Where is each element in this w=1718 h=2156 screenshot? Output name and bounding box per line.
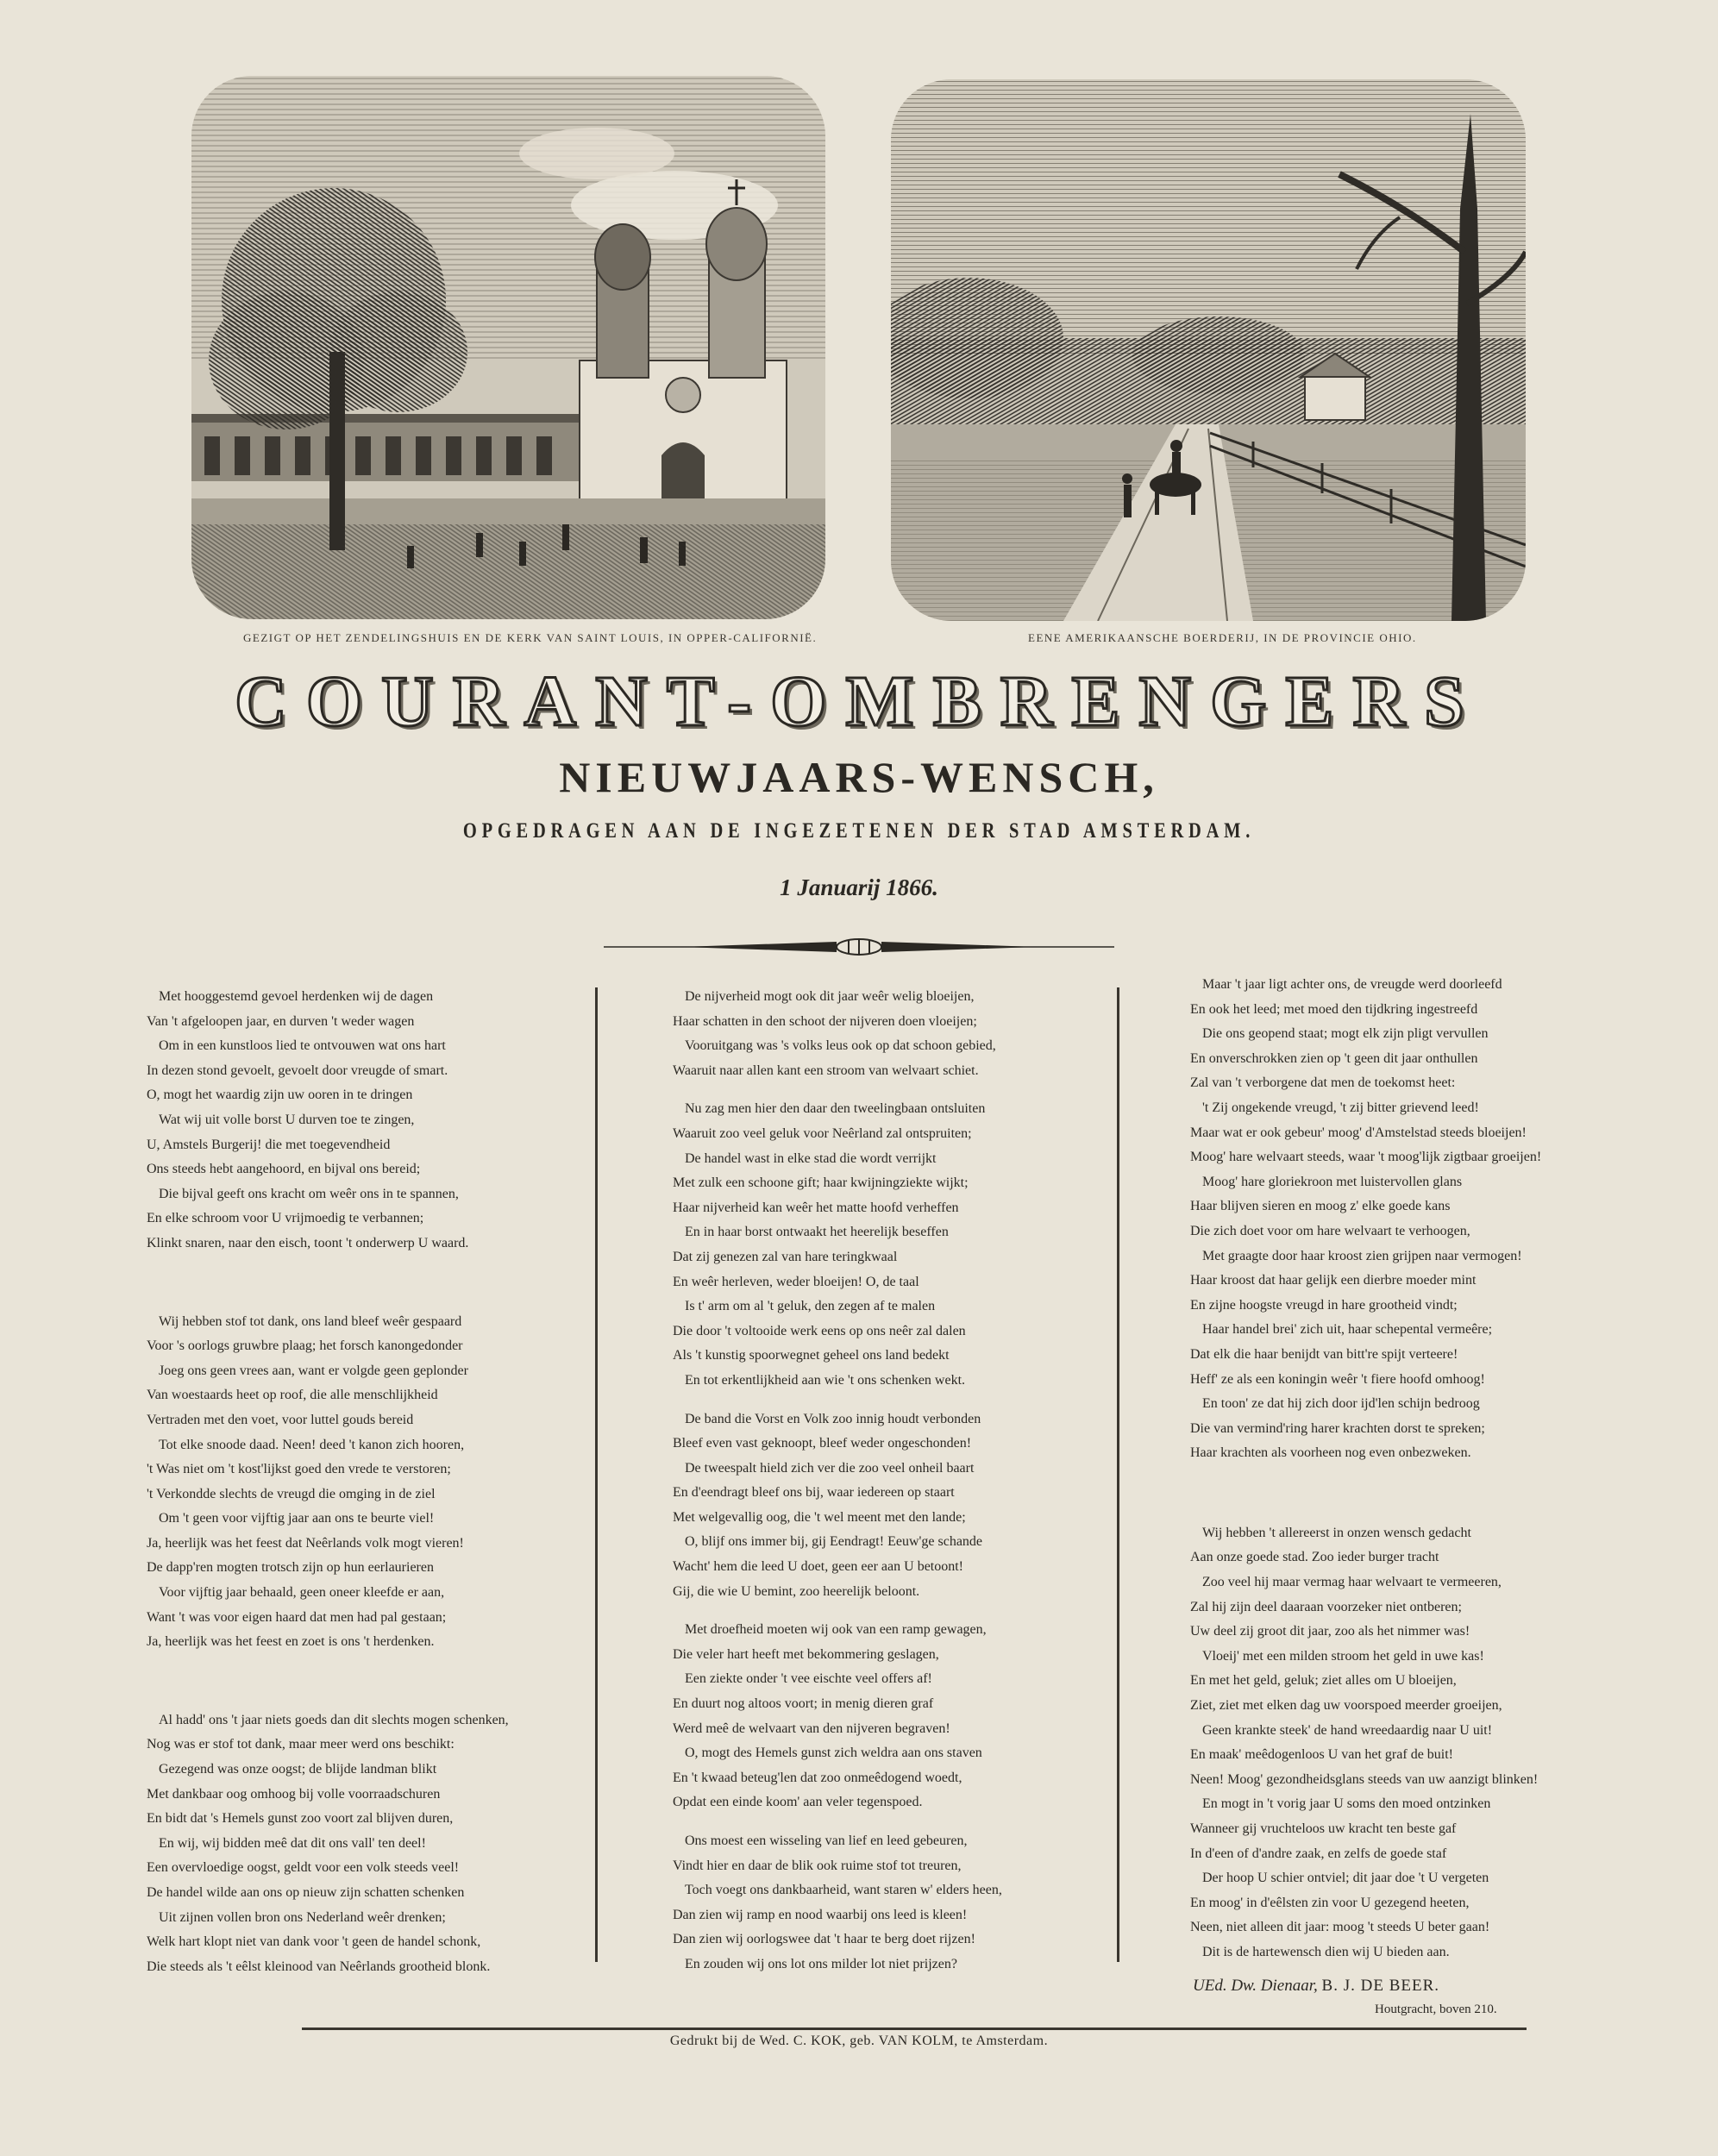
poem-line: En zijne hoogste vreugd in hare grootheid vindt; [1190,1297,1458,1313]
poem-line: En 't kwaad beteug'len dat zoo onmeêdogend woedt, [673,1770,962,1785]
poem-line: Haar krachten als voorheen nog even onbezweken. [1190,1445,1471,1461]
poem-line: Die steeds als 't eêlst kleinood van Neêrlands grootheid blonk. [147,1959,491,1974]
poem-line: Wij hebben stof tot dank, ons land bleef weêr gespaard [159,1313,462,1329]
poem-line: En d'eendragt bleef ons bij, waar iedereen op staart [673,1485,955,1501]
poem-line: Voor 's oorlogs gruwbre plaag; het forsch kanongedonder [147,1338,463,1354]
poem-stanza [673,1097,1104,1393]
poem-line: Geen krankte steek' de hand wreedaardig naar U uit! [1202,1722,1493,1738]
poem-line: Moog' hare gloriekroon met luistervollen glans [1202,1174,1463,1189]
poem-line: Om in een kunstloos lied te ontvouwen wat ons hart [159,1038,446,1054]
poem-line: Haar handel brei' zich uit, haar schepental vermeêre; [1202,1322,1493,1338]
poem-line: Uw deel zij groot dit jaar, zoo als het nimmer was! [1190,1624,1470,1639]
poem-column [147,985,578,1979]
poem-line: Voor vijftig jaar behaald, geen oneer kleefde er aan, [159,1585,445,1601]
left-engraving-caption: GEZIGT OP HET ZENDELINGSHUIS EN DE KERK VAN SAINT LOUIS, IN OPPER-CALIFORNIË. [243,631,818,644]
poem-line: En in haar borst ontwaakt het heerelijk beseffen [685,1225,949,1240]
poem-line: Maar wat er ook gebeur' moog' d'Amstelstad steeds bloeijen! [1190,1125,1527,1140]
poem-line: En bidt dat 's Hemels gunst zoo voort zal blijven duren, [147,1811,454,1827]
poem-line: Neen, niet alleen dit jaar: moog 't steeds U beter gaan! [1190,1920,1490,1935]
poem-line: Neen! Moog' gezondheidsglans steeds van uw aanzigt blinken! [1190,1771,1539,1787]
poem-line: Al hadd' ons 't jaar niets goeds dan dit slechts mogen schenken, [159,1712,509,1727]
imprint-line: Gedrukt bij de Wed. C. KOK, geb. VAN KOLM, te Amsterdam. [669,2034,1049,2048]
dedication-line: OPGEDRAGEN AAN DE INGEZETENEN DER STAD AMSTERDAM. [462,819,1256,843]
poem-line: De dapp'ren mogten trotsch zijn op hun eerlaurieren [147,1560,434,1576]
poem-line: 't Verkondde slechts de vreugd die omging in de ziel [147,1486,436,1501]
poem-line: Bleef even vast geknoopt, bleef weder ongeschonden! [673,1436,972,1451]
poem-line: Uit zijnen vollen bron ons Nederland weêr drenken; [159,1909,446,1925]
poem-line: Haar kroost dat haar gelijk een dierbre moeder mint [1190,1273,1477,1288]
poem-line: En ook het leed; met moed den tijdkring ingestreefd [1190,1001,1478,1017]
poem-line: Joeg ons geen vrees aan, want er volgde geen geplonder [159,1363,468,1378]
poem-line: De handel wilde aan ons op nieuw zijn schatten schenken [147,1885,465,1900]
poem-line: Vertraden met den voet, voor luttel gouds bereid [147,1412,414,1427]
poem-line: Werd meê de welvaart van den nijveren begraven! [673,1720,950,1736]
poem-line: Waaruit zoo veel geluk voor Neêrland zal ontspruiten; [673,1125,972,1141]
poem-line: Met zulk een schoone gift; haar kwijningziekte wijkt; [673,1175,969,1191]
poem-line: De tweespalt hield zich ver die zoo veel onheil baart [685,1460,975,1476]
poem-line: In d'een of d'andre zaak, en zelfs de goede staf [1190,1846,1447,1861]
poem-line: En wij, wij bidden meê dat dit ons vall' ten deel! [159,1835,426,1851]
poem-line: De nijverheid mogt ook dit jaar weêr welig bloeijen, [685,989,975,1004]
poem-line: Die bijval geeft ons kracht om weêr ons in te spannen, [159,1186,459,1201]
poem-line: Zoo veel hij maar vermag haar welvaart te vermeeren, [1202,1575,1502,1590]
poem-line: Dan zien wij oorlogswee dat 't haar te berg doet rijzen! [673,1932,975,1947]
poem-line: Vooruitgang was 's volks leus ook op dat schoon gebied, [685,1038,996,1054]
poem-line: O, blijf ons immer bij, gij Eendragt! Eeuw'ge schande [685,1534,983,1550]
poem-line: Van woestaards heet op roof, die alle menschlijkheid [147,1388,438,1403]
footer-rule [302,2028,1527,2030]
printer-address: Houtgracht, boven 210. [1375,2002,1497,2016]
main-title: COURANT-OMBRENGERS [235,661,1483,742]
poem-line: Ons moest een wisseling van lief en leed gebeuren, [685,1833,968,1848]
poem-line: Haar blijven sieren en moog z' elke goede kans [1190,1199,1451,1214]
poem-line: Toch voegt ons dankbaarheid, want staren w' elders heen, [685,1883,1002,1898]
poem-line: Zal hij zijn deel daaraan voorzeker niet ontberen; [1190,1599,1462,1614]
poem-line: Dat elk die haar benijdt van bitt're spijt verteere! [1190,1346,1458,1362]
poem-column [673,985,1104,1977]
ohio-farm-engraving [891,79,1526,621]
poem-line: Welk hart klopt niet van dank voor 't geen de handel schonk, [147,1934,481,1950]
poem-line: En moog' in d'eêlsten zin voor U gezegend heeten, [1190,1895,1470,1910]
decorative-divider [604,933,1114,961]
poem-column [1190,973,1656,1965]
poem-line: Met welgevallig oog, die 't wel meent met den lande; [673,1509,966,1525]
column-rule [595,987,598,1962]
poem-line: En zouden wij ons lot ons milder lot niet prijzen? [685,1956,957,1971]
poem-line: 't Zij ongekende vreugd, 't zij bitter grievend leed! [1202,1100,1479,1115]
poem-line: Dat zij genezen zal van hare teringkwaal [673,1249,898,1264]
poem-line: Aan onze goede stad. Zoo ieder burger tracht [1190,1550,1439,1565]
poem-line: En duurt nog altoos voort; in menig dieren graf [673,1696,934,1712]
poem-line: Met dankbaar oog omhoog bij volle voorraadschuren [147,1786,441,1802]
date-line: 1 Januarij 1866. [780,874,938,900]
poem-line: Want 't was voor eigen haard dat men had pal gestaan; [147,1609,447,1625]
poem-line: En elke schroom voor U vrijmoedig te verbannen; [147,1211,424,1226]
poem-line: Dit is de hartewensch dien wij U bieden aan. [1202,1944,1450,1959]
poem-line: O, mogt des Hemels gunst zich weldra aan ons staven [685,1745,982,1761]
poem-line: Haar nijverheid kan weêr het matte hoofd verheffen [673,1200,959,1215]
poem-line: Maar 't jaar ligt achter ons, de vreugde werd doorleefd [1202,977,1502,992]
poem-line: Vindt hier en daar de blik ook ruime stof tot treuren, [673,1858,962,1873]
signature-title: UEd. Dw. Dienaar, [1193,1977,1318,1995]
poem-line: U, Amstels Burgerij! die met toegevendheid [147,1137,391,1152]
poem-line: Moog' hare welvaart steeds, waar 't moog'lijk zigtbaar groeijen! [1190,1150,1542,1165]
poem-line: Klinkt snaren, naar den eisch, toont 't onderwerp U waard. [147,1235,469,1250]
poem-line: Om 't geen voor vijftig jaar aan ons te beurte viel! [159,1511,435,1526]
poem-line: Van 't afgeloopen jaar, en durven 't weder wagen [147,1013,415,1029]
poem-line: Heff' ze als een koningin weêr 't fiere hoofd omhoog! [1190,1371,1485,1387]
poem-line: En toon' ze dat hij zich door ijd'len schijn bedroog [1202,1396,1480,1412]
poem-line: Die veler hart heeft met bekommering geslagen, [673,1646,939,1662]
poem-line: Gezegend was onze oogst; de blijde landman blikt [159,1762,437,1777]
poem-line: Wij hebben 't allereerst in onzen wensch gedacht [1202,1525,1471,1540]
poem-line: Met droefheid moeten wij ook van een ramp gewagen, [685,1622,987,1638]
poem-line: En onverschrokken zien op 't geen dit jaar onthullen [1190,1050,1478,1066]
poem-line: En mogt in 't vorig jaar U soms den moed ontzinken [1202,1796,1491,1812]
poem-line: Een overvloedige oogst, geldt voor een volk steeds veel! [147,1860,460,1876]
poem-line: Zal van 't verborgene dat men de toekomst heet: [1190,1075,1456,1091]
poem-line: Wacht' hem die leed U doet, geen eer aan U betoont! [673,1559,964,1575]
poem-line: Waaruit naar allen kant een stroom van welvaart schiet. [673,1062,979,1078]
poem-line: Tot elke snoode daad. Neen! deed 't kanon zich hooren, [159,1437,465,1452]
poem-line: Ziet, ziet met elken dag uw voorspoed meerder groeijen, [1190,1698,1502,1714]
poem-stanza [147,1708,578,1980]
poem-line: Wanneer gij vruchteloos uw kracht ten beste gaf [1190,1821,1457,1836]
poem-stanza [1190,973,1656,1466]
poem-stanza [673,1829,1104,1977]
poem-line: Met graagte door haar kroost zien grijpen naar vermogen! [1202,1248,1522,1263]
signature [1193,1977,1439,1996]
poem-line: Nu zag men hier den daar den tweelingbaan ontsluiten [685,1101,986,1117]
poem-stanza [673,1407,1104,1605]
poem-line: Is t' arm om al 't geluk, den zegen af te malen [685,1299,936,1314]
poem-line: Ons steeds hebt aangehoord, en bijval ons bereid; [147,1162,421,1177]
poem-line: Ja, heerlijk was het feest en zoet is ons 't herdenken. [147,1634,435,1650]
poem-stanza [147,985,578,1257]
poem-line: Haar schatten in den schoot der nijveren doen vloeijen; [673,1013,977,1029]
poem-stanza [1190,1521,1656,1965]
poem-line: Die van vermind'ring harer krachten dorst te spreken; [1190,1420,1485,1436]
column-rule [1117,987,1119,1962]
poem-line: Opdat een einde koom' aan veler tegenspoed. [673,1795,923,1810]
poem-line: En met het geld, geluk; ziet alles om U bloeijen, [1190,1673,1457,1689]
mission-church-engraving [191,76,825,619]
poem-line: Een ziekte onder 't vee eischte veel offers af! [685,1671,932,1687]
signature-name: B. J. DE BEER. [1321,1977,1439,1995]
poem-line: En tot erkentlijkheid aan wie 't ons schenken wekt. [685,1372,966,1388]
poem-stanza [673,1618,1104,1815]
subtitle: NIEUWJAARS-WENSCH, [559,753,1159,801]
poem-line: 't Was niet om 't kost'lijkst goed den vrede te verstoren; [147,1462,451,1477]
poem-line: Als 't kunstig spoorwegnet geheel ons land bedekt [673,1348,950,1363]
poem-line: Wat wij uit volle borst U durven toe te zingen, [159,1112,415,1127]
poem-line: Met hooggestemd gevoel herdenken wij de dagen [159,989,434,1004]
poem-line: O, mogt het waardig zijn uw ooren in te dringen [147,1087,413,1103]
poem-line: In dezen stond gevoelt, gevoelt door vreugde of smart. [147,1062,448,1078]
poem-line: De handel wast in elke stad die wordt verrijkt [685,1150,937,1166]
poem-stanza [147,1310,578,1655]
poem-line: Dan zien wij ramp en nood waarbij ons leed is kleen! [673,1907,968,1922]
poem-line: Die zich doet voor om hare welvaart te verhoogen, [1190,1223,1470,1238]
right-engraving-caption: EENE AMERIKAANSCHE BOERDERIJ, IN DE PROVINCIE OHIO. [1028,631,1417,644]
poem-stanza [673,985,1104,1083]
poem-line: Der hoop U schier ontviel; dit jaar doe 't U vergeten [1202,1871,1489,1886]
poem-line: Gij, die wie U bemint, zoo heerelijk beloont. [673,1583,920,1599]
poem-line: Die ons geopend staat; mogt elk zijn pligt vervullen [1202,1026,1489,1042]
poem-line: De band die Vorst en Volk zoo innig houdt verbonden [685,1411,981,1426]
poem-line: En maak' meêdogenloos U van het graf de buit! [1190,1747,1454,1763]
poem-line: Ja, heerlijk was het feest dat Neêrlands volk mogt vieren! [147,1535,464,1551]
poem-line: Nog was er stof tot dank, maar meer werd ons beschikt: [147,1737,455,1752]
poem-line: En weêr herleven, weder bloeijen! O, de taal [673,1274,919,1289]
poem-line: Vloeij' met een milden stroom het geld in uwe kas! [1202,1648,1484,1664]
poem-line: Die door 't voltooide werk eens op ons neêr zal dalen [673,1323,966,1338]
